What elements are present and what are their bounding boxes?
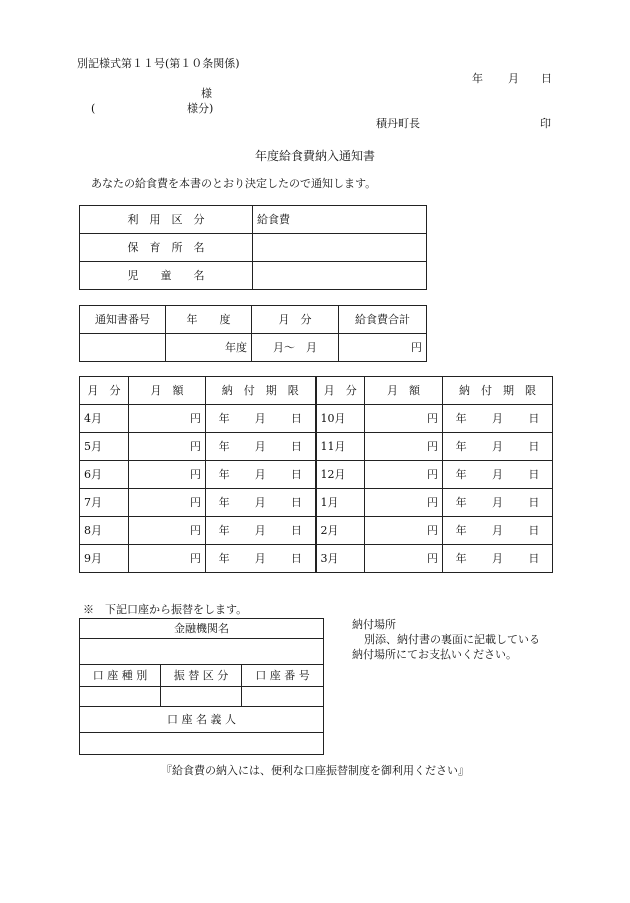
info-value-nursery [253, 234, 427, 262]
summary-header-total: 給食費合計 [339, 306, 427, 334]
left-deadline [206, 433, 316, 461]
month-label: 月 [254, 440, 266, 453]
summary-value-total: 円 [339, 334, 427, 362]
year-label: 年 [218, 524, 230, 537]
date-month: 月 [508, 72, 519, 85]
summary-value-year: 年度 [166, 334, 252, 362]
amount-cell: 円 [129, 461, 206, 489]
table-row [80, 433, 553, 461]
footer-note: 『給食費の納入には、便利な口座振替制度を御利用ください』 [161, 764, 469, 777]
day-label: 日 [290, 552, 302, 565]
month-label: 月 [254, 524, 266, 537]
day-label: 日 [290, 524, 302, 537]
summary-header-notice-no: 通知書番号 [80, 306, 166, 334]
monthly-table [79, 376, 553, 573]
month-label: 月 [254, 496, 266, 509]
summary-header-year: 年 度 [166, 306, 252, 334]
year-label: 年 [218, 412, 230, 425]
recipient-for: 様分) [187, 102, 214, 115]
info-label-child: 児 童 名 [80, 262, 253, 290]
month-label: 4月 [80, 405, 129, 433]
monthly-header-month: 月 分 [80, 377, 129, 405]
month-label: 月 [491, 440, 503, 453]
left-deadline [206, 545, 316, 573]
table-row [80, 405, 553, 433]
amount-cell: 円 [365, 489, 443, 517]
right-deadline [443, 517, 553, 545]
date-day: 日 [541, 72, 552, 85]
day-label: 日 [290, 468, 302, 481]
summary-value-notice-no [80, 334, 166, 362]
left-deadline [206, 461, 316, 489]
day-label: 日 [528, 552, 540, 565]
left-deadline [206, 517, 316, 545]
amount-cell: 円 [129, 405, 206, 433]
bank-institution-value [80, 639, 324, 665]
month-label: 月 [491, 496, 503, 509]
day-label: 日 [290, 412, 302, 425]
month-label: 月 [491, 524, 503, 537]
table-row [80, 545, 553, 573]
month-label: 月 [491, 412, 503, 425]
day-label: 日 [528, 468, 540, 481]
left-deadline [206, 489, 316, 517]
month-label: 月 [254, 552, 266, 565]
right-deadline [443, 405, 553, 433]
bank-account-type-label: 口 座 種 別 [80, 665, 161, 687]
payment-place-title: 納付場所 [352, 618, 396, 631]
day-label: 日 [528, 440, 540, 453]
right-deadline [443, 545, 553, 573]
year-label: 年 [218, 440, 230, 453]
year-label: 年 [455, 440, 467, 453]
year-label: 年 [218, 552, 230, 565]
payment-place-line1: 別添、納付書の裏面に記載している [364, 633, 540, 646]
bank-note: ※ 下記口座から振替をします。 [83, 603, 248, 616]
date-year: 年 [472, 72, 483, 85]
issuer: 積丹町長 [376, 117, 420, 130]
day-label: 日 [528, 412, 540, 425]
form-id: 別記様式第１１号(第１０条関係) [77, 57, 240, 70]
right-deadline [443, 461, 553, 489]
amount-cell: 円 [129, 517, 206, 545]
month-label: 6月 [80, 461, 129, 489]
table-row [80, 517, 553, 545]
bank-institution-label: 金融機関名 [80, 619, 324, 639]
day-label: 日 [528, 496, 540, 509]
year-label: 年 [455, 524, 467, 537]
month-label: 8月 [80, 517, 129, 545]
summary-value-months: 月～ 月 [252, 334, 339, 362]
monthly-header-amount: 月 額 [129, 377, 206, 405]
month-label: 月 [491, 468, 503, 481]
bank-account-number-label: 口 座 番 号 [242, 665, 324, 687]
intro-text: あなたの給食費を本書のとおり決定したので通知します。 [91, 177, 377, 190]
month-label: 5月 [80, 433, 129, 461]
payment-place-line2: 納付場所にてお支払いください。 [352, 648, 517, 661]
left-deadline [206, 405, 316, 433]
monthly-header-deadline: 納 付 期 限 [206, 377, 316, 405]
month-label: 月 [491, 552, 503, 565]
bank-transfer-type-label: 振 替 区 分 [161, 665, 242, 687]
right-deadline [443, 489, 553, 517]
month-label: 月 [254, 412, 266, 425]
bank-transfer-type-value [161, 687, 242, 707]
day-label: 日 [290, 440, 302, 453]
info-label-nursery: 保 育 所 名 [80, 234, 253, 262]
amount-cell: 円 [129, 545, 206, 573]
bank-table [79, 618, 324, 755]
month-label: 12月 [316, 461, 365, 489]
seal: 印 [540, 117, 551, 130]
month-label: 3月 [316, 545, 365, 573]
amount-cell: 円 [365, 545, 443, 573]
info-value-child [253, 262, 427, 290]
table-row [80, 461, 553, 489]
summary-table [79, 305, 427, 362]
monthly-header-month: 月 分 [316, 377, 365, 405]
month-label: 7月 [80, 489, 129, 517]
page-title: 年度給食費納入通知書 [254, 149, 375, 163]
bank-account-type-value [80, 687, 161, 707]
day-label: 日 [290, 496, 302, 509]
day-label: 日 [528, 524, 540, 537]
year-label: 年 [455, 552, 467, 565]
amount-cell: 円 [129, 489, 206, 517]
bank-account-holder-label: 口 座 名 義 人 [80, 707, 324, 733]
info-table [79, 205, 427, 290]
monthly-header-deadline: 納 付 期 限 [443, 377, 553, 405]
monthly-header-amount: 月 額 [365, 377, 443, 405]
month-label: 10月 [316, 405, 365, 433]
amount-cell: 円 [365, 433, 443, 461]
amount-cell: 円 [365, 461, 443, 489]
month-label: 2月 [316, 517, 365, 545]
bank-account-number-value [242, 687, 324, 707]
right-deadline [443, 433, 553, 461]
recipient-paren: ( [91, 102, 96, 115]
month-label: 月 [254, 468, 266, 481]
year-label: 年 [218, 496, 230, 509]
month-label: 11月 [316, 433, 365, 461]
bank-account-holder-value [80, 733, 324, 755]
summary-header-months: 月 分 [252, 306, 339, 334]
year-label: 年 [218, 468, 230, 481]
info-label-usage: 利 用 区 分 [80, 206, 253, 234]
year-label: 年 [455, 412, 467, 425]
year-label: 年 [455, 468, 467, 481]
year-label: 年 [455, 496, 467, 509]
recipient-honorific: 様 [201, 87, 212, 100]
table-row [80, 489, 553, 517]
amount-cell: 円 [365, 405, 443, 433]
month-label: 1月 [316, 489, 365, 517]
amount-cell: 円 [365, 517, 443, 545]
info-value-usage: 給食費 [253, 206, 427, 234]
amount-cell: 円 [129, 433, 206, 461]
month-label: 9月 [80, 545, 129, 573]
